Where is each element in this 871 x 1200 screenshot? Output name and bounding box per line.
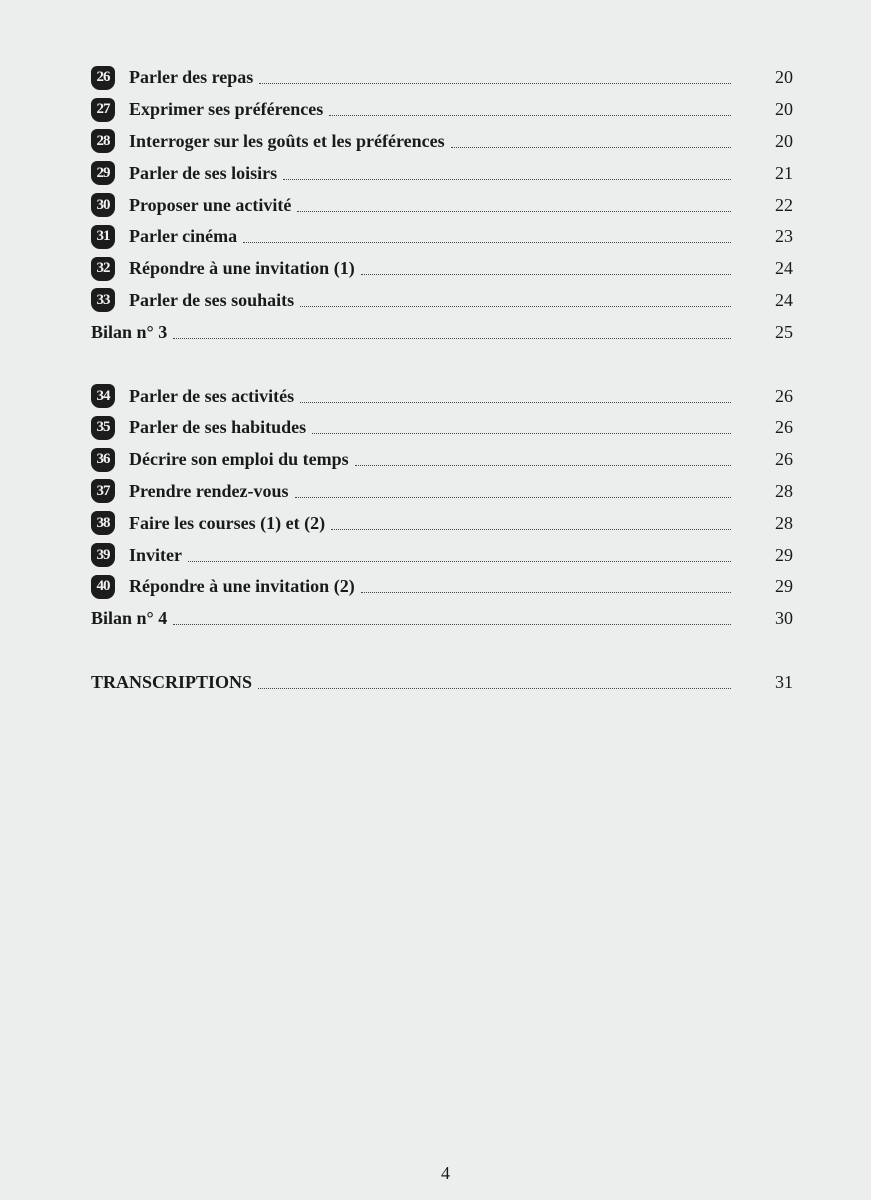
entry-title: Bilan n° 3: [91, 321, 168, 342]
entry-title: Décrire son emploi du temps: [129, 449, 349, 470]
entry-page: 22: [775, 194, 793, 215]
toc-entry: [91, 507, 793, 539]
lesson-number-badge: 27: [91, 98, 115, 122]
toc-entry: [91, 62, 793, 94]
lesson-number-badge: 40: [91, 575, 115, 599]
entry-page: 25: [775, 321, 793, 342]
entry-title: Parler de ses habitudes: [129, 417, 307, 438]
entry-title: Parler de ses souhaits: [129, 289, 295, 310]
dot-leader: [300, 306, 731, 307]
lesson-number-badge: 32: [91, 257, 115, 281]
lesson-number-badge: 34: [91, 384, 115, 408]
toc-entry: [91, 189, 793, 221]
entry-page: 20: [775, 67, 793, 88]
entry-page: 26: [775, 385, 793, 406]
dot-leader: [259, 83, 731, 84]
entry-page: 21: [775, 162, 793, 183]
lesson-number-badge: 35: [91, 416, 115, 440]
lesson-number-badge: 31: [91, 225, 115, 249]
dot-leader: [361, 274, 731, 275]
entry-page: 28: [775, 512, 793, 533]
dot-leader: [312, 433, 731, 434]
entry-page: 30: [775, 608, 793, 629]
entry-title: Parler de ses activités: [129, 385, 295, 406]
entry-title: Bilan n° 4: [91, 608, 168, 629]
entry-page: 24: [775, 258, 793, 279]
lesson-number-badge: 33: [91, 288, 115, 312]
dot-leader: [173, 338, 731, 339]
entry-title: Parler des repas: [129, 67, 254, 88]
page-number: 4: [441, 1163, 450, 1183]
entry-page: 26: [775, 449, 793, 470]
entry-title: Proposer une activité: [129, 194, 292, 215]
toc-entry: [91, 126, 793, 158]
lesson-number-badge: 36: [91, 448, 115, 472]
entry-page: 24: [775, 289, 793, 310]
entry-title: Parler cinéma: [129, 226, 238, 247]
dot-leader: [297, 211, 731, 212]
toc-entry: [91, 221, 793, 253]
toc-entry: [91, 380, 793, 412]
lesson-number-badge: 28: [91, 129, 115, 153]
entry-title: Inviter: [129, 544, 182, 565]
toc-entry: [91, 444, 793, 476]
lesson-number-badge: 30: [91, 193, 115, 217]
dot-leader: [258, 688, 731, 689]
entry-title: Interroger sur les goûts et les préférences: [129, 130, 445, 151]
toc-entry: [91, 285, 793, 317]
dot-leader: [331, 529, 731, 530]
dot-leader: [243, 242, 731, 243]
entry-page: 29: [775, 576, 793, 597]
lesson-number-badge: 39: [91, 543, 115, 567]
dot-leader: [173, 624, 731, 625]
toc-entry: [91, 571, 793, 603]
dot-leader: [300, 402, 731, 403]
dot-leader: [295, 497, 732, 498]
lesson-number-badge: 29: [91, 161, 115, 185]
toc-entry: [91, 476, 793, 508]
lesson-number-badge: 37: [91, 479, 115, 503]
toc-entry: [91, 94, 793, 126]
entry-title: TRANSCRIPTIONS: [91, 671, 253, 692]
entry-page: 20: [775, 130, 793, 151]
dot-leader: [355, 465, 731, 466]
dot-leader: [451, 147, 731, 148]
dot-leader: [283, 179, 731, 180]
toc-entry: [91, 157, 793, 189]
dot-leader: [329, 115, 731, 116]
entry-title: Faire les courses (1) et (2): [129, 512, 326, 533]
toc-entry: [91, 539, 793, 571]
dot-leader: [188, 561, 731, 562]
entry-title: Exprimer ses préférences: [129, 99, 324, 120]
entry-page: 20: [775, 99, 793, 120]
toc-entry: [91, 412, 793, 444]
entry-title: Répondre à une invitation (1): [129, 258, 355, 279]
entry-page: 23: [775, 226, 793, 247]
dot-leader: [361, 592, 731, 593]
entry-page: 26: [775, 417, 793, 438]
entry-title: Répondre à une invitation (2): [129, 576, 355, 597]
toc-bilan: [91, 603, 793, 635]
toc-bilan: [91, 316, 793, 348]
entry-page: 29: [775, 544, 793, 565]
entry-title: Prendre rendez-vous: [129, 480, 289, 501]
toc-entry: [91, 253, 793, 285]
entry-page: 31: [775, 671, 793, 692]
lesson-number-badge: 38: [91, 511, 115, 535]
table-of-contents: [91, 62, 793, 698]
entry-page: 28: [775, 480, 793, 501]
entry-title: Parler de ses loisirs: [129, 162, 278, 183]
toc-transcriptions: [91, 667, 793, 699]
lesson-number-badge: 26: [91, 66, 115, 90]
